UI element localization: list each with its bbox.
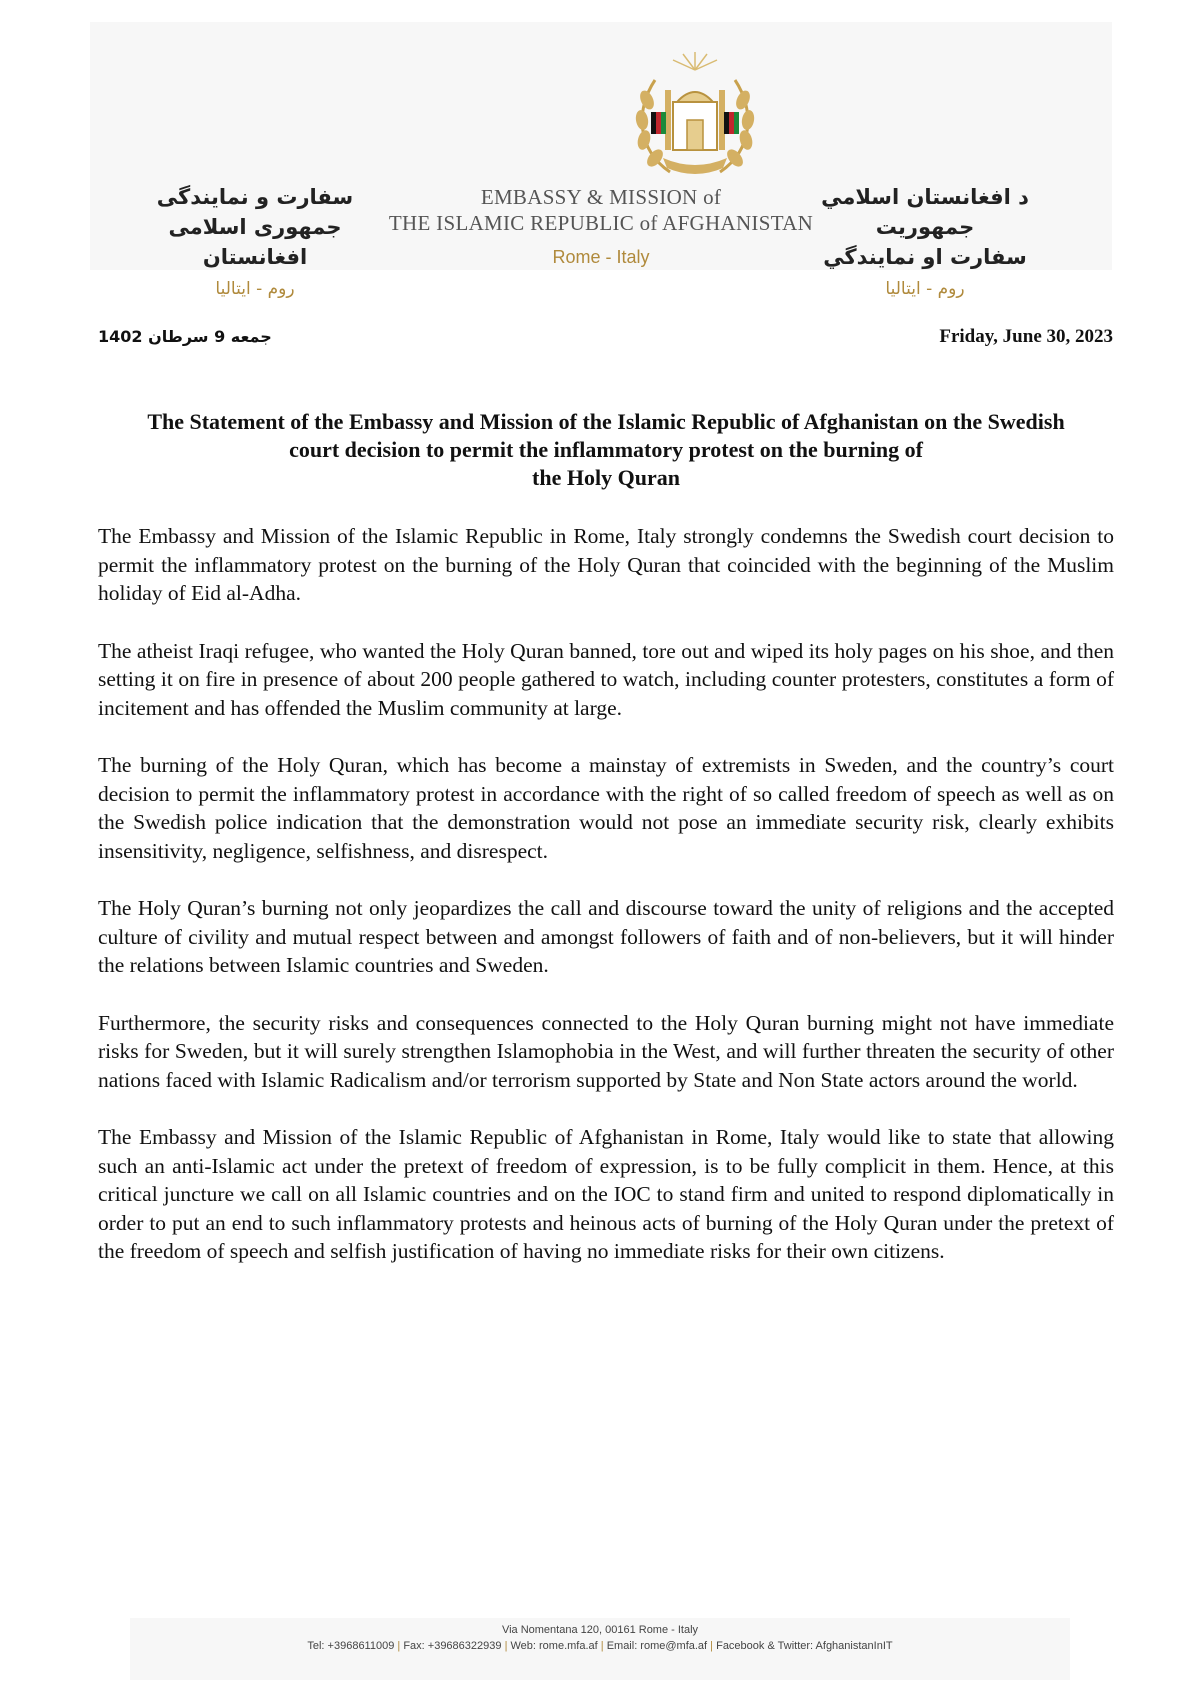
statement-title	[98, 408, 1114, 492]
footer-separator: |	[600, 1640, 604, 1652]
dari-embassy-title: سفارت و نمایندگی	[156, 185, 354, 209]
footer-social: Facebook & Twitter: AfghanistanInIT	[716, 1640, 893, 1652]
dari-city: روم - ایتالیا	[215, 279, 295, 299]
paragraph: The Holy Quran’s burning not only jeopardizes the call and discourse toward the unity of religions and the accepted culture of civility and mutual respect between and amongst followers of faith and of non-believers, but it will hinder the relations between Islamic countries and Sweden.	[98, 896, 1114, 977]
title-line: the Holy Quran	[532, 465, 680, 490]
pashto-country-name: د افغانستان اسلامي جمهوریت	[821, 185, 1029, 239]
persian-date: جمعه 9 سرطان 1402	[98, 327, 272, 346]
footer-separator: |	[397, 1640, 401, 1652]
pashto-embassy-title: سفارت او نمایندگي	[823, 245, 1027, 269]
english-date: Friday, June 30, 2023	[939, 326, 1113, 347]
paragraph: The burning of the Holy Quran, which has become a mainstay of extremists in Sweden, and the country’s court decision to permit the inflammatory protest in accordance with the right of so called freedom of speech as well as on the Swedish police indication that the demonstration would not pose an immediate security risk, clearly exhibits insensitivity, negligence, selfishness, and disrespect.	[98, 753, 1114, 863]
pashto-header-block	[790, 182, 1060, 304]
footer-address: Via Nomentana 120, 00161 Rome - Italy	[501, 1624, 699, 1636]
dari-country-name: جمهوری اسلامی افغانستان	[168, 215, 342, 269]
paragraph: The Embassy and Mission of the Islamic Republic of Afghanistan in Rome, Italy would like to state that allowing such an anti-Islamic act under the pretext of freedom of expression, is to be fully complicit in them. Hence, at this critical juncture we call on all Islamic countries and on the IOC to stand firm and united to respond diplomatically in order to put an end to such inflammatory protests and heinous acts of burning of the Holy Quran under the pretext of the freedom of speech and selfish justification of having no immediate risks for their own citizens.	[98, 1125, 1114, 1263]
footer-tel: Tel: +3968611009	[307, 1640, 395, 1652]
title-line: court decision to permit the inflammatory protest on the burning of	[289, 437, 923, 462]
paragraph: The atheist Iraqi refugee, who wanted the Holy Quran banned, tore out and wiped its holy pages on his shoe, and then setting it on fire in presence of about 200 people gathered to watch, including counter protesters, constitutes a form of incitement and has offended the Muslim community at large.	[98, 638, 1114, 720]
afghanistan-emblem-icon	[625, 40, 765, 190]
footer-email: Email: rome@mfa.af	[606, 1640, 708, 1652]
statement-body	[98, 522, 1114, 1295]
footer-contact	[130, 1638, 1070, 1654]
footer-fax: Fax: +39686322939	[403, 1640, 502, 1652]
pashto-city: روم - ایتالیا	[885, 279, 965, 299]
city: Rome - Italy	[552, 247, 650, 267]
footer-separator: |	[504, 1640, 508, 1652]
paragraph: Furthermore, the security risks and consequences connected to the Holy Quran burning might not have immediate risks for Sweden, but it will surely strengthen Islamophobia in the West, and will further threaten the security of other nations faced with Islamic Radicalism and/or terrorism supported by State and Non State actors around the world.	[98, 1010, 1114, 1092]
footer-separator: |	[710, 1640, 714, 1652]
letterhead	[90, 22, 1112, 299]
country-name: THE ISLAMIC REPUBLIC of AFGHANISTAN	[388, 211, 814, 235]
footer-web: Web: rome.mfa.af	[510, 1640, 598, 1652]
dari-header-block	[120, 182, 390, 304]
paragraph: The Embassy and Mission of the Islamic Republic in Rome, Italy strongly condemns the Swedish court decision to permit the inflammatory protest on the burning of the Holy Quran that coincided with the beginning of the Muslim holiday of Eid al-Adha.	[98, 524, 1114, 605]
title-line: The Statement of the Embassy and Mission of the Islamic Republic of Afghanistan on the Swedish	[147, 409, 1065, 434]
english-header-block	[386, 184, 816, 272]
embassy-title: EMBASSY & MISSION of	[480, 185, 722, 209]
footer	[130, 1618, 1070, 1680]
